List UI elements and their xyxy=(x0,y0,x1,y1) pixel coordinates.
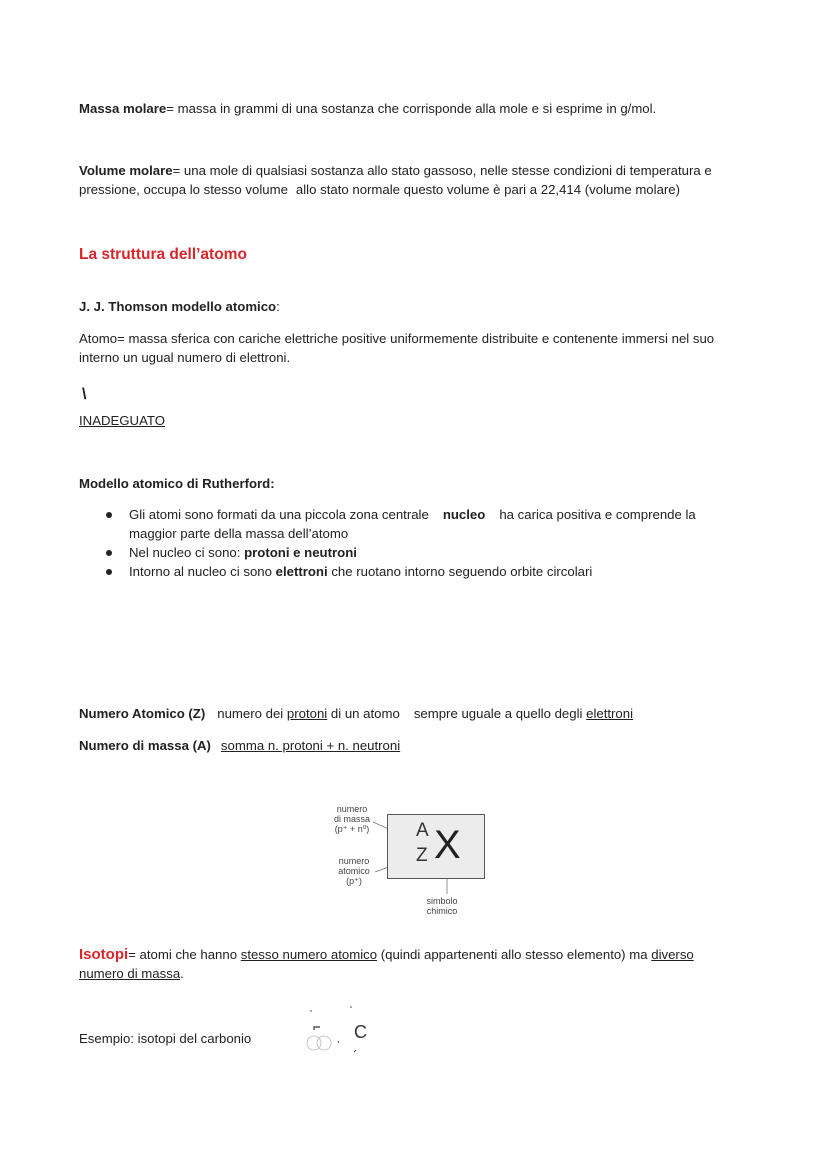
numero-atomico-u1: protoni xyxy=(286,706,328,721)
isotope-comma: , xyxy=(337,1034,340,1045)
thomson-heading xyxy=(79,297,740,316)
thomson-description: Atomo= massa sferica con cariche elettriche positive uniformemente distribuite e contenente immersi nel suo interno un ugual numero di elettroni. xyxy=(79,331,715,365)
label-massa-1: numero xyxy=(336,804,368,814)
list-item xyxy=(79,543,736,562)
massa-molare-definition xyxy=(79,99,740,118)
numero-atomico-t1: numero dei xyxy=(217,706,287,721)
label-simbolo-1: simbolo xyxy=(426,896,458,906)
rutherford-list-wrapper xyxy=(79,505,736,581)
b3-text-b: elettroni xyxy=(275,564,328,579)
numero-atomico-t3: sempre uguale a quello degli xyxy=(413,706,587,721)
isotopi-t2: (quindi appartenenti allo stesso elemento) ma xyxy=(377,947,652,962)
b3-text-c: che ruotano intorno seguendo orbite circolari xyxy=(327,564,593,579)
label-atomico-2: atomico xyxy=(338,866,370,876)
volume-molare-definition xyxy=(79,161,740,199)
b1-text-a: Gli atomi sono formati da una piccola zona centrale xyxy=(129,507,429,522)
isotopi-term: Isotopi xyxy=(79,946,129,963)
carbon-symbol: C xyxy=(354,1022,367,1042)
b2-text-b: protoni e neutroni xyxy=(244,545,357,560)
b2-text-a: Nel nucleo ci sono: xyxy=(129,545,245,560)
isotopi-t3: . xyxy=(180,966,184,981)
thomson-verdict: INADEGUATO xyxy=(79,413,165,428)
massa-molare-term: Massa molare xyxy=(79,101,167,116)
label-massa-3: (p⁺ + n⁰) xyxy=(334,824,370,834)
numero-massa-term: Numero di massa (A) xyxy=(79,738,211,753)
atomic-number-symbol: Z xyxy=(416,845,428,866)
rutherford-heading xyxy=(79,474,740,493)
rutherford-heading-text: Modello atomico di Rutherford: xyxy=(79,476,275,491)
isotopi-u2: diverso numero di massa xyxy=(79,947,694,981)
isotopi-u1: stesso numero atomico xyxy=(240,947,378,962)
label-simbolo-2: chimico xyxy=(426,906,458,916)
b1-nucleo: nucleo xyxy=(442,507,486,522)
numero-massa-value: somma n. protoni + n. neutroni xyxy=(220,738,401,753)
volume-molare-text-1: = una mole di qualsiasi sostanza allo stato gassoso, nelle stesse condizioni di temperatura e pressione, occupa lo stesso volume xyxy=(79,163,712,197)
esempio-line xyxy=(79,1029,740,1048)
volume-molare-text-2: allo stato normale questo volume è pari a 22,414 (volume molare) xyxy=(295,182,681,197)
volume-molare-term: Volume molare xyxy=(79,163,173,178)
section-title: La struttura dell’atomo xyxy=(79,246,247,263)
list-item xyxy=(79,562,736,581)
thomson-colon: : xyxy=(276,299,280,314)
esempio-label: Esempio: isotopi del carbonio xyxy=(79,1031,252,1046)
atomic-notation-diagram xyxy=(325,800,495,925)
isotopi-definition xyxy=(79,945,736,983)
b1-text-c: ha carica positiva e comprende la maggior parte della massa dell’atomo xyxy=(129,507,696,541)
label-atomico-1: numero xyxy=(338,856,370,866)
label-massa-2: di massa xyxy=(333,814,370,824)
thomson-heading-text: J. J. Thomson modello atomico xyxy=(79,299,277,314)
label-atomico-3: (p⁺) xyxy=(346,876,362,886)
numero-atomico-t2: di un atomo xyxy=(327,706,400,721)
massa-molare-text: = massa in grammi di una sostanza che corrisponde alla mole e si esprime in g/mol. xyxy=(166,101,657,116)
element-symbol: X xyxy=(434,823,461,867)
element-symbol-box xyxy=(387,814,485,879)
b3-text-a: Intorno al nucleo ci sono xyxy=(129,564,276,579)
numero-atomico-term: Numero Atomico (Z) xyxy=(79,706,206,721)
mass-number-symbol: A xyxy=(416,820,429,841)
numero-massa-line xyxy=(79,736,740,755)
arrow-glyph: \ xyxy=(82,386,87,403)
rutherford-list xyxy=(79,505,736,581)
numero-atomico-line xyxy=(79,704,740,723)
numero-atomico-u2: elettroni xyxy=(586,706,634,721)
list-item xyxy=(79,505,736,543)
carbon-isotopes-glyph xyxy=(300,1002,380,1057)
isotopi-t1: = atomi che hanno xyxy=(128,947,241,962)
